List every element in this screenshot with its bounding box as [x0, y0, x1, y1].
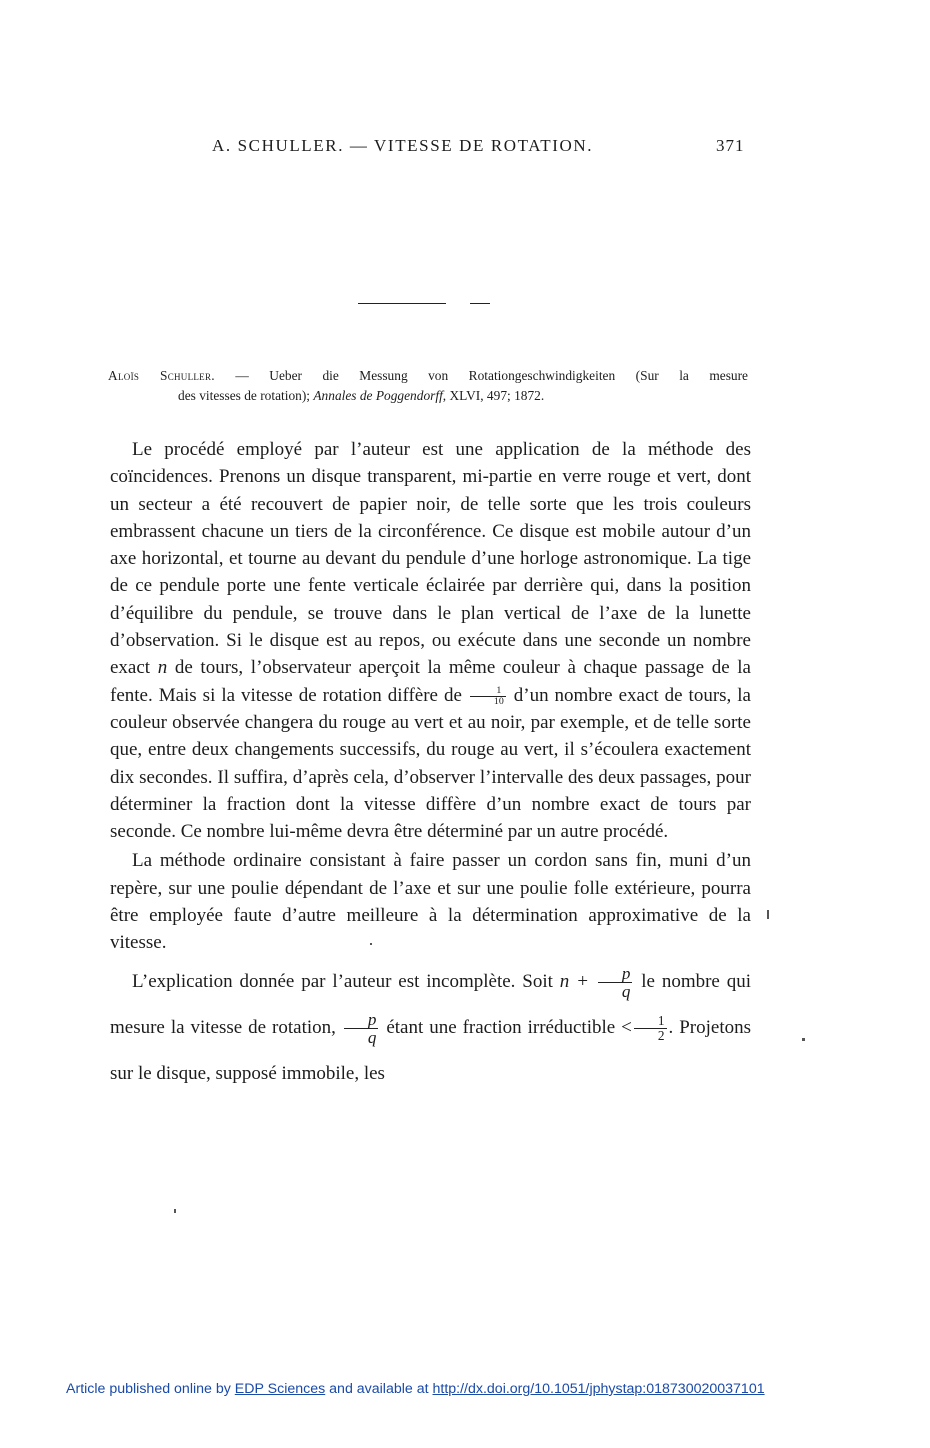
fraction-numerator: 1	[634, 1014, 667, 1028]
paragraph-2: La méthode ordinaire consistant à faire passer un cordon sans fin, muni d’un repère, sur une poulie dépendant de l’axe et sur une poulie folle extérieure, pourra être employée faute d’autre meilleure à la détermination approximative de la vitesse.	[110, 850, 751, 954]
fraction-one-half	[634, 1014, 667, 1042]
publisher-link[interactable]: EDP Sciences	[234, 1381, 326, 1397]
paragraph-1-text-c: d’un nombre exact de tours, la couleur observée changera du rouge au vert et au noir, par exemple, et de telle sorte que, entre deux changements successifs, du rouge au vert, il s’écoulera exactement dix secondes. Il suffira, d’après cela, d’observer l’intervalle des deux passages, pour déterminer la fraction dont la vitesse diffère d’un nombre exact de tours par seconde. Ce nombre lui-même devra être déterminé par un autre procédé.	[110, 684, 751, 843]
article-body	[110, 436, 751, 1097]
reference-line-2	[108, 386, 748, 406]
paragraph-1	[110, 436, 751, 845]
less-than-sign: <	[621, 1016, 632, 1038]
footer-prefix: Article published online by	[66, 1381, 235, 1397]
fraction-p-over-q-2	[344, 1011, 379, 1046]
fraction-denominator: 2	[657, 1027, 665, 1043]
bibliographic-reference	[108, 366, 748, 406]
running-title: A. SCHULLER. — VITESSE DE ROTATION.	[212, 136, 594, 155]
paragraph-3-text-a: L’explication donnée par l’auteur est incomplète. Soit	[132, 970, 560, 992]
reference-title: — Ueber die Messung von Rotationgeschwindigkeiten (Sur la mesure	[214, 368, 749, 383]
doi-link[interactable]: http://dx.doi.org/10.1051/jphystap:018730020037101	[432, 1381, 765, 1397]
fraction-numerator: p	[344, 1011, 379, 1029]
paragraph-3-text-d: . Projetons sur le disque, supposé immobile, les	[110, 1016, 751, 1084]
reference-journal: Annales de Poggendorff	[313, 388, 443, 403]
reference-title-cont: des vitesses de rotation);	[178, 388, 314, 403]
fraction-p-over-q	[598, 965, 633, 1000]
scan-speck	[767, 910, 769, 919]
paragraph-3	[110, 959, 751, 1097]
fraction-denominator: 10	[493, 695, 504, 707]
fraction-one-tenth	[470, 686, 506, 707]
fraction-denominator: q	[367, 1027, 377, 1047]
fraction-numerator: p	[598, 965, 633, 983]
paragraph-1-text-a: Le procédé employé par l’auteur est une application de la méthode des coïncidences. Prenons un disque transparent, mi-partie en verre rouge et vert, dont un secteur a été recouvert de papier noir, de telle sorte que les trois couleurs embrassent chacune un tiers de la circonférence. Ce disque est mobile autour d’un axe horizontal, et tourne au devant du pendule d’une horloge astronomique. La tige de ce pendule porte une fente verticale éclairée par derrière qui, dans la position d’équilibre du pendule, se trouve dans le plan vertical de l’axe de la lunette d’observation. Si le disque est au repos, ou exécute dans une seconde un nombre exact	[110, 439, 751, 679]
paragraph-3-text-b: le nombre qui mesure la vitesse de rotation,	[110, 970, 752, 1038]
scan-speck	[802, 1038, 805, 1041]
scan-speck	[174, 1209, 176, 1213]
separator-rule	[358, 303, 446, 304]
footer-middle: and available at	[325, 1381, 433, 1397]
expression-n-plus: n +	[559, 970, 596, 992]
page-number: 371	[716, 136, 745, 155]
fraction-denominator: q	[621, 981, 631, 1001]
separator-rule-short	[470, 303, 490, 304]
reference-citation: , XLVI, 497; 1872.	[442, 388, 545, 403]
reference-author: Aloïs Schuller.	[108, 368, 215, 383]
reference-line-1	[108, 366, 748, 386]
paragraph-3-text-c: étant une fraction irréductible	[380, 1016, 622, 1038]
paragraph-1-text-b: de tours, l’observateur aperçoit la même couleur à chaque passage de la fente. Mais si la vitesse de rotation diffère de	[110, 657, 751, 706]
fraction-numerator: 1	[470, 686, 506, 697]
scan-speck	[370, 943, 372, 945]
variable-n: n	[157, 657, 168, 679]
publication-footer	[66, 1381, 765, 1397]
